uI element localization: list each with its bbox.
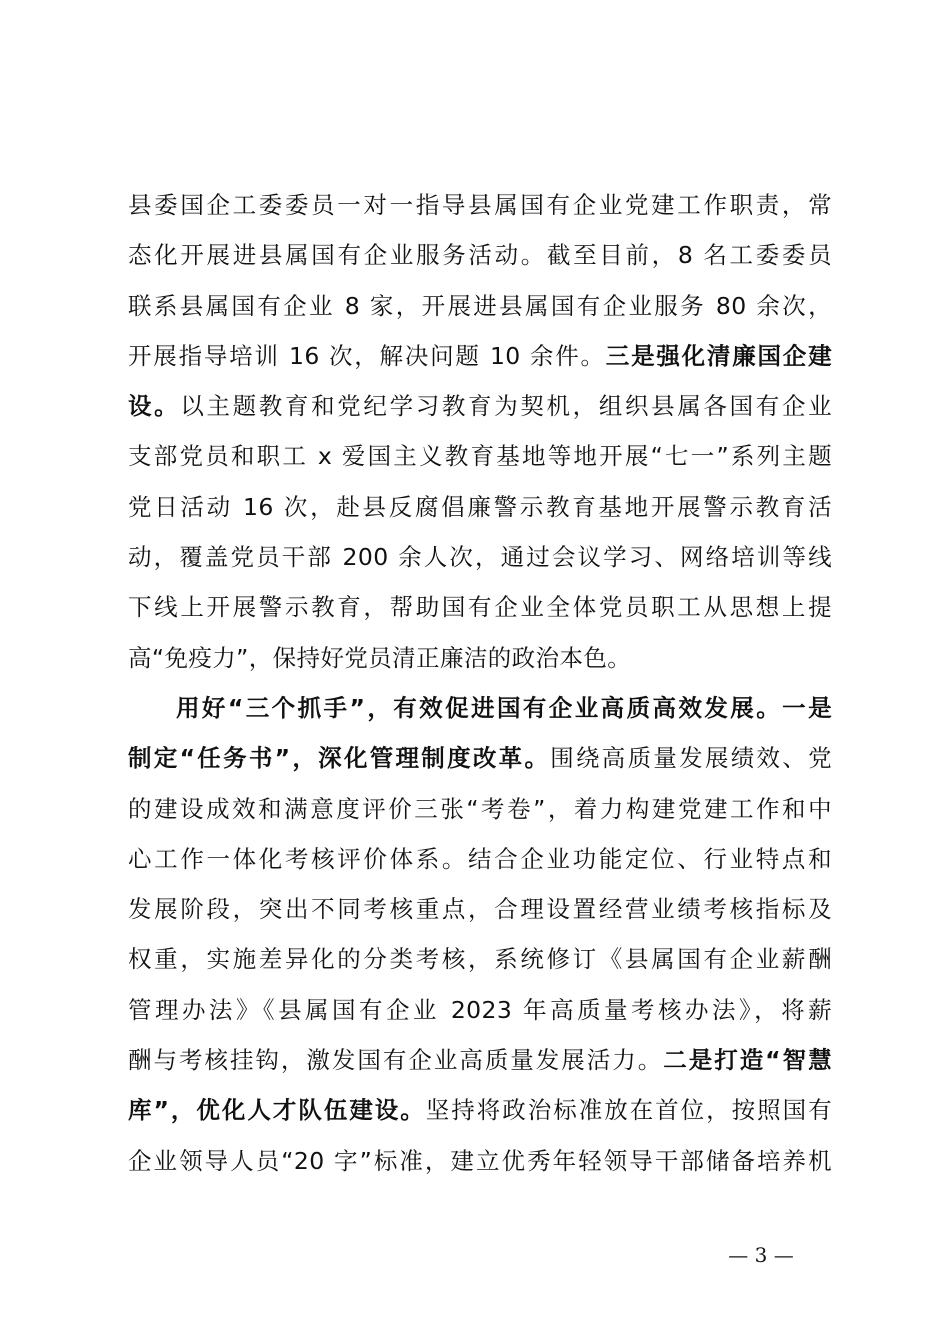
text-segment: 以主题教育和党纪学习教育为契机，组织县属各国有企业 — [180, 392, 833, 421]
text-line — [128, 1136, 832, 1186]
text-line — [128, 834, 832, 884]
text-line — [128, 431, 832, 481]
bold-text-segment: 设。 — [128, 392, 181, 421]
text-line — [128, 230, 832, 280]
text-line — [128, 1035, 832, 1085]
text-segment: 动，覆盖党员干部 200 余人次，通过会议学习、网络培训等线 — [128, 543, 832, 572]
text-segment: 的建设成效和满意度评价三张“考卷”，着力构建党建工作和中 — [128, 794, 832, 823]
text-segment: 酬与考核挂钩，激发国有企业高质量发展活力。 — [128, 1046, 664, 1075]
bold-text-segment: 库”，优化人才队伍建设。 — [128, 1096, 426, 1125]
text-segment: 党日活动 16 次，赴县反腐倡廉警示教育基地开展警示教育活 — [128, 492, 832, 521]
text-segment: 态化开展进县属国有企业服务活动。截至目前，8 名工委委员 — [128, 241, 832, 270]
text-line — [128, 683, 832, 733]
bold-text-segment: 制定“任务书”，深化管理制度改革。 — [128, 744, 551, 773]
text-segment: 管理办法》《县属国有企业 2023 年高质量考核办法》，将薪 — [128, 995, 832, 1024]
text-segment: 发展阶段，突出不同考核重点，合理设置经营业绩考核指标及 — [128, 895, 832, 924]
text-segment: 县委国企工委委员一对一指导县属国有企业党建工作职责，常 — [128, 191, 832, 219]
text-segment: 开展指导培训 16 次，解决问题 10 余件。 — [128, 341, 606, 370]
text-segment: 权重，实施差异化的分类考核，系统修订《县属国有企业薪酬 — [128, 945, 832, 974]
text-segment: 高“免疫力”，保持好党员清正廉洁的政治本色。 — [128, 643, 632, 672]
text-line — [128, 985, 832, 1035]
bold-text-segment: 用好“三个抓手”，有效促进国有企业高质高效发展。一是 — [176, 693, 832, 722]
bold-text-segment: 二是打造“智慧 — [663, 1046, 833, 1075]
page-number: — 3 — — [728, 1243, 794, 1267]
text-line — [128, 180, 832, 230]
text-segment: 坚持将政治标准放在首位，按照国有 — [425, 1096, 832, 1125]
text-line — [128, 381, 832, 431]
text-line — [128, 784, 832, 834]
text-segment: 联系县属国有企业 8 家，开展进县属国有企业服务 80 余次， — [128, 291, 832, 320]
text-line — [128, 532, 832, 582]
text-segment: 下线上开展警示教育，帮助国有企业全体党员职工从思想上提 — [128, 593, 832, 622]
text-line — [128, 582, 832, 632]
text-line — [128, 934, 832, 984]
text-segment: 围绕高质量发展绩效、党 — [550, 744, 832, 773]
text-line — [128, 633, 832, 683]
text-segment: 企业领导人员“20 字”标准，建立优秀年轻领导干部储备培养机 — [128, 1146, 832, 1175]
text-line — [128, 733, 832, 783]
text-line — [128, 1085, 832, 1135]
text-line — [128, 281, 832, 331]
text-line — [128, 482, 832, 532]
text-segment: 心工作一体化考核评价体系。结合企业功能定位、行业特点和 — [128, 844, 832, 873]
text-line — [128, 884, 832, 934]
bold-text-segment: 三是强化清廉国企建 — [605, 341, 832, 370]
text-line — [128, 331, 832, 381]
text-segment: 支部党员和职工 x 爱国主义教育基地等地开展“七一”系列主题 — [128, 442, 832, 471]
body-text — [128, 180, 832, 1186]
